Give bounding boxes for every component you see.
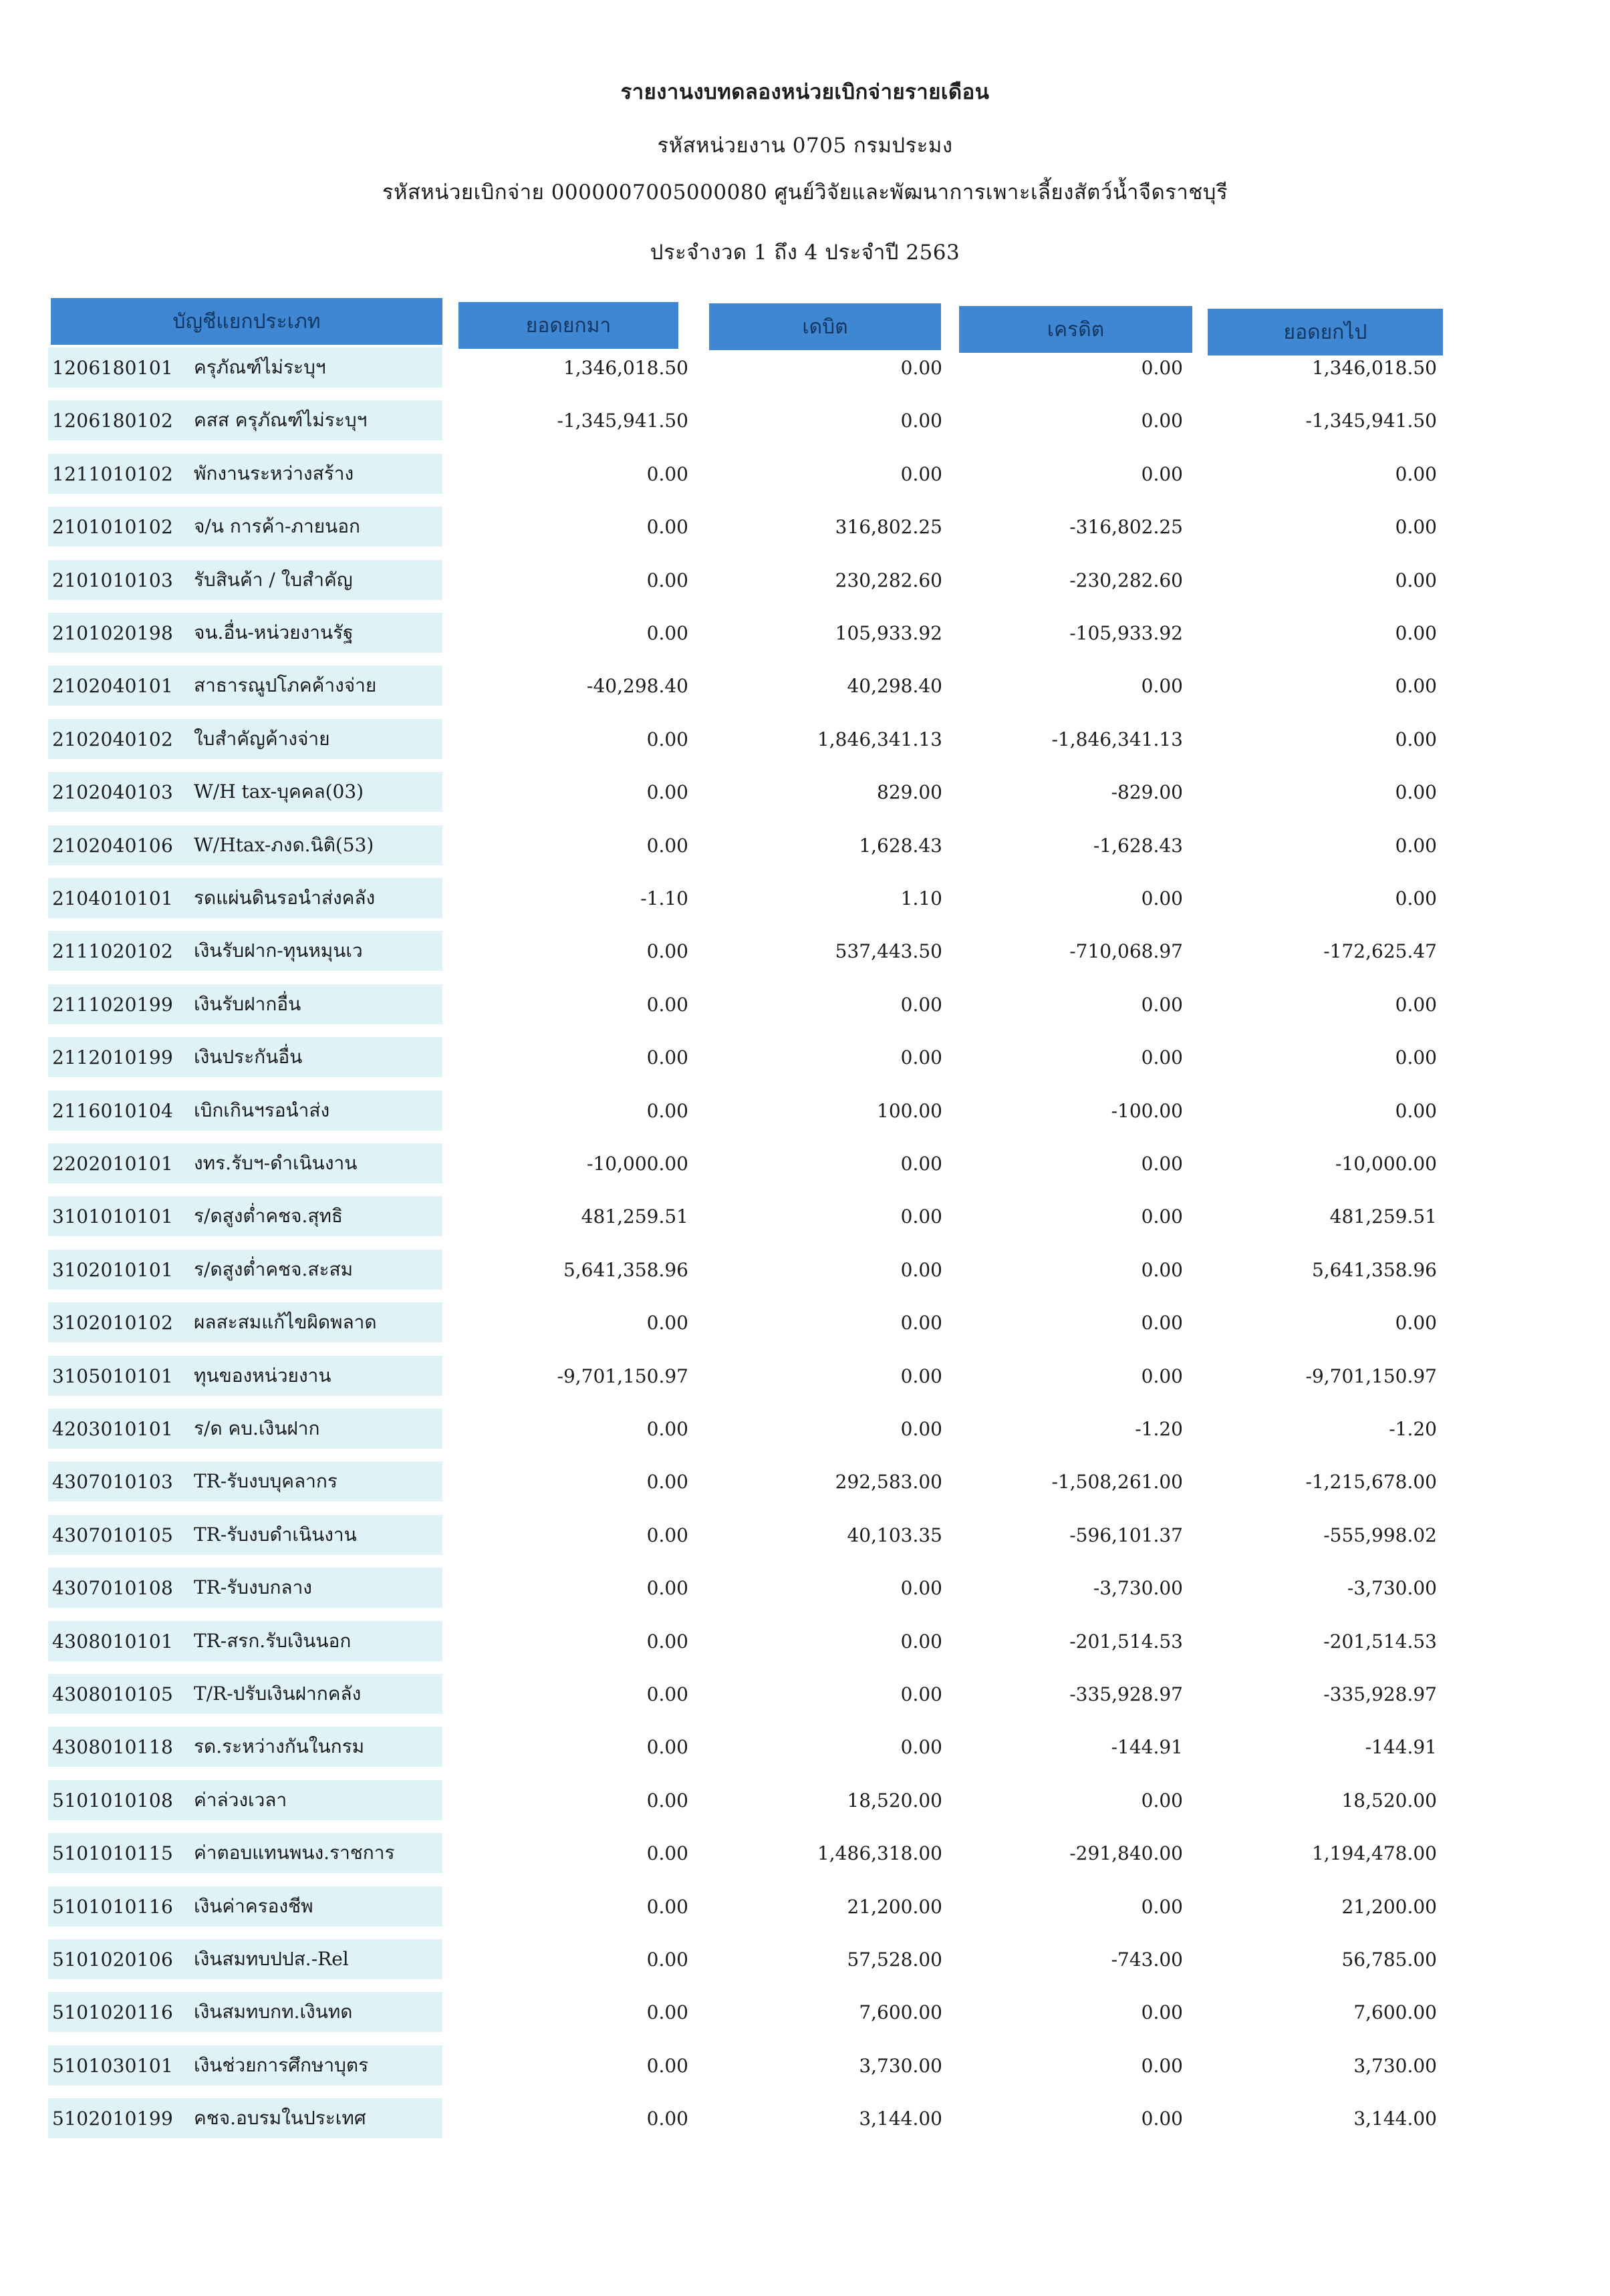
account-cell (48, 1833, 442, 1873)
credit-value: 0.00 (1141, 674, 1183, 697)
account-code: 5101030101 (52, 2054, 174, 2077)
table-row (0, 1409, 1610, 1449)
account-name: สาธารณูปโภคค้างจ่าย (194, 674, 377, 696)
agency-line: รหัสหน่วยงาน 0705 กรมประมง (657, 134, 953, 158)
period-line: ประจำงวด 1 ถึง 4 ประจำปี 2563 (650, 241, 960, 265)
brought-forward-value: 0.00 (646, 728, 688, 750)
account-code: 4308010118 (52, 1735, 174, 1758)
account-name: TR-รับงบกลาง (194, 1576, 312, 1598)
credit-value: 0.00 (1141, 1046, 1183, 1068)
account-code: 2102040101 (52, 674, 174, 697)
brought-forward-value: 0.00 (646, 1417, 688, 1440)
credit-value: 0.00 (1141, 1258, 1183, 1281)
account-cell (48, 347, 442, 388)
header-carried-forward: ยอดยกไป (1208, 309, 1443, 355)
carried-forward-value: -9,701,150.97 (1305, 1365, 1437, 1387)
account-cell (48, 2098, 442, 2138)
account-code: 4307010105 (52, 1524, 174, 1546)
debit-value: 1.10 (900, 887, 942, 909)
credit-value: -291,840.00 (1069, 1842, 1183, 1864)
carried-forward-value: 0.00 (1395, 462, 1437, 485)
carried-forward-value: 5,641,358.96 (1311, 1258, 1437, 1281)
debit-value: 829.00 (877, 780, 942, 803)
table-row (0, 1091, 1610, 1131)
debit-value: 0.00 (900, 356, 942, 379)
carried-forward-value: 18,520.00 (1341, 1789, 1437, 1812)
carried-forward-value: -1,215,678.00 (1305, 1470, 1437, 1493)
credit-value: -596,101.37 (1069, 1524, 1183, 1546)
brought-forward-value: -1,345,941.50 (557, 409, 688, 432)
account-name: คสส ครุภัณฑ์ไม่ระบุฯ (194, 409, 368, 431)
account-cell (48, 613, 442, 653)
account-code: 2112010199 (52, 1046, 174, 1068)
carried-forward-value: -144.91 (1365, 1735, 1437, 1758)
table-row (0, 772, 1610, 812)
account-name: ผลสะสมแก้ไขผิดพลาด (194, 1311, 377, 1333)
credit-value: 0.00 (1141, 993, 1183, 1016)
credit-value: -1,508,261.00 (1051, 1470, 1183, 1493)
account-cell (48, 1091, 442, 1131)
debit-value: 292,583.00 (835, 1470, 942, 1493)
account-cell (48, 1939, 442, 1979)
carried-forward-value: 0.00 (1395, 1311, 1437, 1334)
account-code: 2202010101 (52, 1152, 174, 1175)
debit-value: 40,103.35 (847, 1524, 942, 1546)
account-cell (48, 1302, 442, 1342)
carried-forward-value: 1,194,478.00 (1311, 1842, 1437, 1864)
table-row (0, 1037, 1610, 1077)
account-name: คชจ.อบรมในประเทศ (194, 2107, 366, 2129)
account-code: 2111020199 (52, 993, 174, 1016)
brought-forward-value: 0.00 (646, 834, 688, 857)
credit-value: -105,933.92 (1069, 621, 1183, 644)
debit-value: 21,200.00 (847, 1895, 942, 1918)
account-cell (48, 507, 442, 547)
carried-forward-value: 3,730.00 (1353, 2054, 1437, 2077)
debit-value: 316,802.25 (835, 515, 942, 538)
credit-value: -1,628.43 (1093, 834, 1183, 857)
brought-forward-value: 0.00 (646, 1948, 688, 1971)
account-cell (48, 984, 442, 1024)
table-row (0, 666, 1610, 706)
account-name: เงินสมทบปปส.-Rel (194, 1948, 349, 1970)
table-row (0, 878, 1610, 918)
credit-value: -230,282.60 (1069, 569, 1183, 591)
carried-forward-value: 0.00 (1395, 993, 1437, 1016)
account-code: 5101020116 (52, 2001, 174, 2023)
carried-forward-value: -335,928.97 (1323, 1683, 1437, 1705)
account-cell (48, 454, 442, 494)
account-cell (48, 666, 442, 706)
credit-value: 0.00 (1141, 887, 1183, 909)
brought-forward-value: 481,259.51 (581, 1205, 688, 1228)
account-code: 5101010108 (52, 1789, 174, 1812)
account-cell (48, 1356, 442, 1396)
account-name: จ/น การค้า-ภายนอก (194, 515, 361, 537)
brought-forward-value: -9,701,150.97 (557, 1365, 688, 1387)
debit-value: 57,528.00 (847, 1948, 942, 1971)
account-code: 4307010103 (52, 1470, 174, 1493)
account-cell (48, 1461, 442, 1501)
credit-value: 0.00 (1141, 462, 1183, 485)
brought-forward-value: 0.00 (646, 515, 688, 538)
debit-value: 0.00 (900, 462, 942, 485)
account-cell (48, 1037, 442, 1077)
table-row (0, 1568, 1610, 1608)
credit-value: -3,730.00 (1093, 1576, 1183, 1599)
brought-forward-value: 0.00 (646, 780, 688, 803)
brought-forward-value: -10,000.00 (587, 1152, 688, 1175)
carried-forward-value: 0.00 (1395, 1046, 1437, 1068)
table-row (0, 1356, 1610, 1396)
carried-forward-value: -3,730.00 (1347, 1576, 1437, 1599)
brought-forward-value: 0.00 (646, 1842, 688, 1864)
brought-forward-value: 0.00 (646, 1099, 688, 1122)
account-name: ค่าล่วงเวลา (194, 1789, 287, 1811)
account-code: 2104010101 (52, 887, 174, 909)
credit-value: -710,068.97 (1069, 940, 1183, 962)
debit-value: 1,628.43 (859, 834, 942, 857)
account-cell (48, 1250, 442, 1290)
account-code: 4308010101 (52, 1630, 174, 1653)
credit-value: 0.00 (1141, 1895, 1183, 1918)
account-name: รดแผ่นดินรอนำส่งคลัง (194, 887, 376, 909)
account-name: ร/ด คบ.เงินฝาก (194, 1417, 320, 1439)
brought-forward-value: 0.00 (646, 1683, 688, 1705)
debit-value: 0.00 (900, 1417, 942, 1440)
account-cell (48, 931, 442, 971)
carried-forward-value: 0.00 (1395, 621, 1437, 644)
brought-forward-value: 0.00 (646, 2001, 688, 2023)
account-name: ทุนของหน่วยงาน (194, 1365, 331, 1387)
debit-value: 0.00 (900, 1205, 942, 1228)
brought-forward-value: 0.00 (646, 1311, 688, 1334)
credit-value: 0.00 (1141, 1311, 1183, 1334)
carried-forward-value: 21,200.00 (1341, 1895, 1437, 1918)
brought-forward-value: 0.00 (646, 569, 688, 591)
credit-value: -316,802.25 (1069, 515, 1183, 538)
credit-value: 0.00 (1141, 356, 1183, 379)
table-row (0, 1515, 1610, 1555)
account-name: TR-สรก.รับเงินนอก (194, 1630, 352, 1652)
account-name: จน.อื่น-หน่วยงานรัฐ (194, 621, 354, 643)
account-code: 2102040103 (52, 780, 174, 803)
brought-forward-value: 0.00 (646, 993, 688, 1016)
table-row (0, 454, 1610, 494)
carried-forward-value: -172,625.47 (1323, 940, 1437, 962)
carried-forward-value: 0.00 (1395, 1099, 1437, 1122)
account-code: 3101010101 (52, 1205, 174, 1228)
debit-value: 1,846,341.13 (817, 728, 942, 750)
debit-value: 0.00 (900, 1630, 942, 1653)
table-row (0, 2098, 1610, 2138)
debit-value: 3,730.00 (859, 2054, 942, 2077)
account-name: W/Htax-ภงด.นิติ(53) (194, 834, 374, 856)
table-row (0, 719, 1610, 759)
credit-value: 0.00 (1141, 1789, 1183, 1812)
account-cell (48, 1143, 442, 1183)
table-row (0, 931, 1610, 971)
header-brought-forward: ยอดยกมา (458, 302, 678, 349)
debit-value: 537,443.50 (835, 940, 942, 962)
account-cell (48, 772, 442, 812)
account-name: พักงานระหว่างสร้าง (194, 462, 354, 484)
brought-forward-value: 0.00 (646, 1524, 688, 1546)
account-code: 1206180102 (52, 409, 174, 432)
debit-value: 0.00 (900, 1576, 942, 1599)
account-cell (48, 1409, 442, 1449)
account-code: 4308010105 (52, 1683, 174, 1705)
account-code: 2101010103 (52, 569, 174, 591)
account-name: ร/ดสูงต่ำคชจ.สะสม (194, 1258, 354, 1280)
brought-forward-value: 1,346,018.50 (563, 356, 688, 379)
table-row (0, 400, 1610, 440)
account-cell (48, 1992, 442, 2032)
account-code: 5102010199 (52, 2107, 174, 2130)
header-debit: เดบิต (709, 303, 941, 350)
table-row (0, 613, 1610, 653)
brought-forward-value: -40,298.40 (587, 674, 688, 697)
carried-forward-value: 0.00 (1395, 674, 1437, 697)
table-row (0, 1780, 1610, 1820)
credit-value: -100.00 (1111, 1099, 1183, 1122)
carried-forward-value: 7,600.00 (1353, 2001, 1437, 2023)
carried-forward-value: 0.00 (1395, 834, 1437, 857)
carried-forward-value: 0.00 (1395, 887, 1437, 909)
table-row (0, 2045, 1610, 2086)
report-title: รายงานงบทดลองหน่วยเบิกจ่ายรายเดือน (620, 80, 990, 104)
brought-forward-value: 0.00 (646, 2107, 688, 2130)
account-name: เงินช่วยการศึกษาบุตร (194, 2054, 369, 2076)
table-row (0, 507, 1610, 547)
table-row (0, 1886, 1610, 1926)
table-row (0, 1727, 1610, 1767)
debit-value: 1,486,318.00 (817, 1842, 942, 1864)
table-row (0, 1833, 1610, 1873)
account-code: 2102040102 (52, 728, 174, 750)
credit-value: 0.00 (1141, 1152, 1183, 1175)
account-code: 1211010102 (52, 462, 174, 485)
brought-forward-value: 0.00 (646, 1630, 688, 1653)
credit-value: -144.91 (1111, 1735, 1183, 1758)
carried-forward-value: 56,785.00 (1341, 1948, 1437, 1971)
account-cell (48, 1568, 442, 1608)
carried-forward-value: 481,259.51 (1329, 1205, 1437, 1228)
account-cell (48, 1780, 442, 1820)
disbursing-unit-line: รหัสหน่วยเบิกจ่าย 0000007005000080 ศูนย์วิจัยและพัฒนาการเพาะเลี้ยงสัตว์น้ำจืดราชบุรี (382, 180, 1228, 204)
account-name: W/H tax-บุคคล(03) (194, 780, 364, 803)
account-name: งทร.รับฯ-ดำเนินงาน (194, 1152, 358, 1174)
carried-forward-value: -1,345,941.50 (1305, 409, 1437, 432)
debit-value: 105,933.92 (835, 621, 942, 644)
account-code: 4203010101 (52, 1417, 174, 1440)
carried-forward-value: 0.00 (1395, 569, 1437, 591)
account-code: 3105010101 (52, 1365, 174, 1387)
carried-forward-value: 0.00 (1395, 728, 1437, 750)
table-row (0, 1143, 1610, 1183)
carried-forward-value: -555,998.02 (1323, 1524, 1437, 1546)
account-cell (48, 560, 442, 600)
account-name: เงินประกันอื่น (194, 1046, 303, 1068)
brought-forward-value: 5,641,358.96 (563, 1258, 688, 1281)
brought-forward-value: 0.00 (646, 1895, 688, 1918)
account-name: เงินสมทบกท.เงินทด (194, 2001, 353, 2023)
account-name: TR-รับงบบุคลากร (194, 1470, 338, 1492)
account-name: เงินรับฝาก-ทุนหมุนเว (194, 940, 363, 962)
credit-value: -1.20 (1135, 1417, 1183, 1440)
account-code: 3102010102 (52, 1311, 174, 1334)
carried-forward-value: 0.00 (1395, 780, 1437, 803)
account-name: รับสินค้า / ใบสำคัญ (194, 569, 353, 591)
account-cell (48, 400, 442, 440)
header-credit: เครดิต (959, 306, 1192, 353)
account-code: 2116010104 (52, 1099, 174, 1122)
account-name: เงินรับฝากอื่น (194, 993, 301, 1015)
debit-value: 0.00 (900, 1046, 942, 1068)
table-row (0, 347, 1610, 388)
account-name: ค่าตอบแทนพนง.ราชการ (194, 1842, 395, 1864)
credit-value: 0.00 (1141, 2054, 1183, 2077)
brought-forward-value: 0.00 (646, 940, 688, 962)
credit-value: -335,928.97 (1069, 1683, 1183, 1705)
account-name: TR-รับงบดำเนินงาน (194, 1524, 357, 1546)
debit-value: 0.00 (900, 1365, 942, 1387)
brought-forward-value: 0.00 (646, 462, 688, 485)
table-row (0, 984, 1610, 1024)
carried-forward-value: -1.20 (1389, 1417, 1437, 1440)
account-cell (48, 2045, 442, 2086)
brought-forward-value: -1.10 (640, 887, 688, 909)
table-row (0, 825, 1610, 865)
account-code: 5101010116 (52, 1895, 174, 1918)
account-name: ครุภัณฑ์ไม่ระบุฯ (194, 356, 326, 378)
credit-value: 0.00 (1141, 1365, 1183, 1387)
credit-value: 0.00 (1141, 2001, 1183, 2023)
brought-forward-value: 0.00 (646, 1789, 688, 1812)
account-code: 2102040106 (52, 834, 174, 857)
account-code: 5101010115 (52, 1842, 174, 1864)
carried-forward-value: -10,000.00 (1335, 1152, 1437, 1175)
account-code: 2101010102 (52, 515, 174, 538)
account-name: T/R-ปรับเงินฝากคลัง (194, 1683, 362, 1705)
table-row (0, 1992, 1610, 2032)
credit-value: -829.00 (1111, 780, 1183, 803)
account-cell (48, 1674, 442, 1714)
debit-value: 0.00 (900, 993, 942, 1016)
brought-forward-value: 0.00 (646, 1735, 688, 1758)
account-cell (48, 1196, 442, 1236)
account-name: เงินค่าครองชีพ (194, 1895, 313, 1917)
account-cell (48, 1727, 442, 1767)
brought-forward-value: 0.00 (646, 621, 688, 644)
debit-value: 0.00 (900, 1683, 942, 1705)
brought-forward-value: 0.00 (646, 1576, 688, 1599)
carried-forward-value: 3,144.00 (1353, 2107, 1437, 2130)
table-row (0, 1250, 1610, 1290)
credit-value: 0.00 (1141, 1205, 1183, 1228)
account-name: เบิกเกินฯรอนำส่ง (194, 1099, 330, 1121)
debit-value: 230,282.60 (835, 569, 942, 591)
debit-value: 0.00 (900, 409, 942, 432)
debit-value: 3,144.00 (859, 2107, 942, 2130)
carried-forward-value: 1,346,018.50 (1311, 356, 1437, 379)
account-code: 3102010101 (52, 1258, 174, 1281)
account-name: ใบสำคัญค้างจ่าย (194, 728, 330, 750)
brought-forward-value: 0.00 (646, 1046, 688, 1068)
table-row (0, 1939, 1610, 1979)
credit-value: -743.00 (1111, 1948, 1183, 1971)
debit-value: 0.00 (900, 1735, 942, 1758)
debit-value: 40,298.40 (847, 674, 942, 697)
table-row (0, 1461, 1610, 1501)
account-cell (48, 1515, 442, 1555)
account-cell (48, 825, 442, 865)
account-code: 1206180101 (52, 356, 174, 379)
account-code: 5101020106 (52, 1948, 174, 1971)
header-account: บัญชีแยกประเภท (51, 298, 442, 345)
account-code: 4307010108 (52, 1576, 174, 1599)
credit-value: 0.00 (1141, 409, 1183, 432)
credit-value: -1,846,341.13 (1051, 728, 1183, 750)
account-cell (48, 1886, 442, 1926)
carried-forward-value: -201,514.53 (1323, 1630, 1437, 1653)
table-row (0, 1196, 1610, 1236)
debit-value: 100.00 (877, 1099, 942, 1122)
debit-value: 7,600.00 (859, 2001, 942, 2023)
account-cell (48, 1621, 442, 1661)
account-code: 2101020198 (52, 621, 174, 644)
table-row (0, 1302, 1610, 1342)
credit-value: -201,514.53 (1069, 1630, 1183, 1653)
table-row (0, 1674, 1610, 1714)
credit-value: 0.00 (1141, 2107, 1183, 2130)
carried-forward-value: 0.00 (1395, 515, 1437, 538)
account-cell (48, 719, 442, 759)
debit-value: 0.00 (900, 1258, 942, 1281)
account-name: ร/ดสูงต่ำคชจ.สุทธิ (194, 1205, 344, 1227)
brought-forward-value: 0.00 (646, 2054, 688, 2077)
account-name: รด.ระหว่างกันในกรม (194, 1735, 365, 1757)
table-row (0, 1621, 1610, 1661)
brought-forward-value: 0.00 (646, 1470, 688, 1493)
debit-value: 18,520.00 (847, 1789, 942, 1812)
table-row (0, 560, 1610, 600)
account-cell (48, 878, 442, 918)
debit-value: 0.00 (900, 1152, 942, 1175)
account-code: 2111020102 (52, 940, 174, 962)
debit-value: 0.00 (900, 1311, 942, 1334)
